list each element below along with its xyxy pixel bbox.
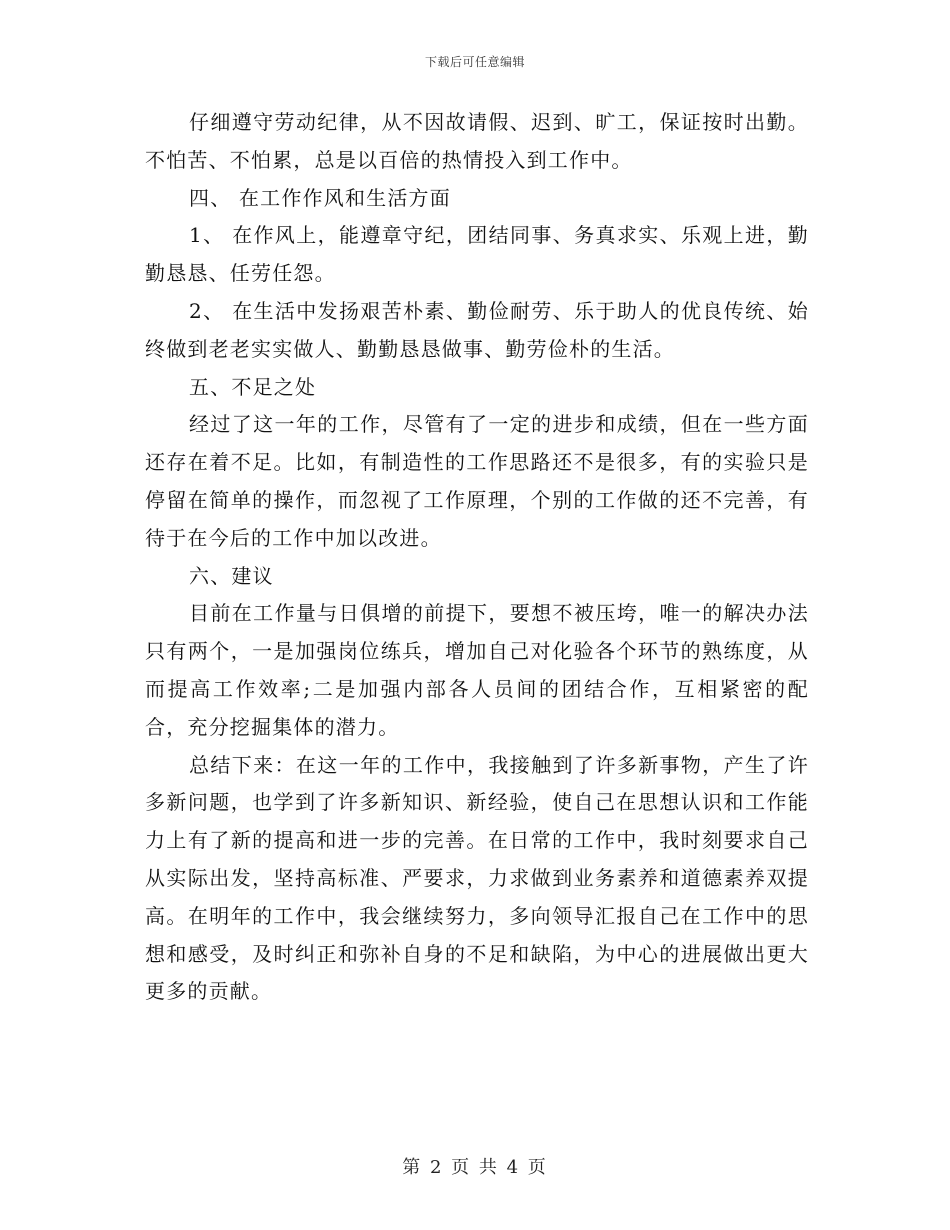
paragraph-work-style: 1、 在作风上，能遵章守纪，团结同事、务真求实、乐观上进，勤勤恳恳、任劳任怨。 [145,223,809,286]
section-heading-shortcomings: 五、不足之处 [189,374,317,399]
paragraph-summary: 总结下来：在这一年的工作中，我接触到了许多新事物，产生了许多新问题，也学到了许多新知识、新经验，使自己在思想认识和工作能力上有了新的提高和进一步的完善。在日常的工作中，我时刻要求自己从实际出发，坚持高标准、严要求，力求做到业务素养和道德素养双提高。在明年的工作中，我会继续努力，多向领导汇报自己在工作中的思想和感受，及时纠正和弥补自身的不足和缺陷，为中心的进展做出更大更多的贡献。 [145,752,809,1004]
section-heading-work-style: 四、 在工作作风和生活方面 [189,185,451,210]
paragraph-labor-discipline: 仔细遵守劳动纪律，从不因故请假、迟到、旷工，保证按时出勤。不怕苦、不怕累，总是以百倍的热情投入到工作中。 [145,110,809,172]
paragraph-suggestions: 目前在工作量与日俱增的前提下，要想不被压垮，唯一的解决办法只有两个，一是加强岗位练兵，增加自己对化验各个环节的熟练度，从而提高工作效率;二是加强内部各人员间的团结合作，互相紧密的配合，充分挖掘集体的潜力。 [145,601,809,739]
paragraph-shortcomings: 经过了这一年的工作，尽管有了一定的进步和成绩，但在一些方面还存在着不足。比如，有制造性的工作思路还不是很多，有的实验只是停留在简单的操作，而忽视了工作原理，个别的工作做的还不完善，有待于在今后的工作中加以改进。 [145,412,809,550]
page-number: 第 2 页 共 4 页 [402,1157,548,1178]
paragraph-life-style: 2、 在生活中发扬艰苦朴素、勤俭耐劳、乐于助人的优良传统、始终做到老老实实做人、勤勤恳恳做事、勤劳俭朴的生活。 [145,298,809,361]
document-body [145,104,809,1011]
page-header-note: 下载后可任意编辑 [424,55,525,69]
section-heading-suggestions: 六、建议 [189,563,274,588]
